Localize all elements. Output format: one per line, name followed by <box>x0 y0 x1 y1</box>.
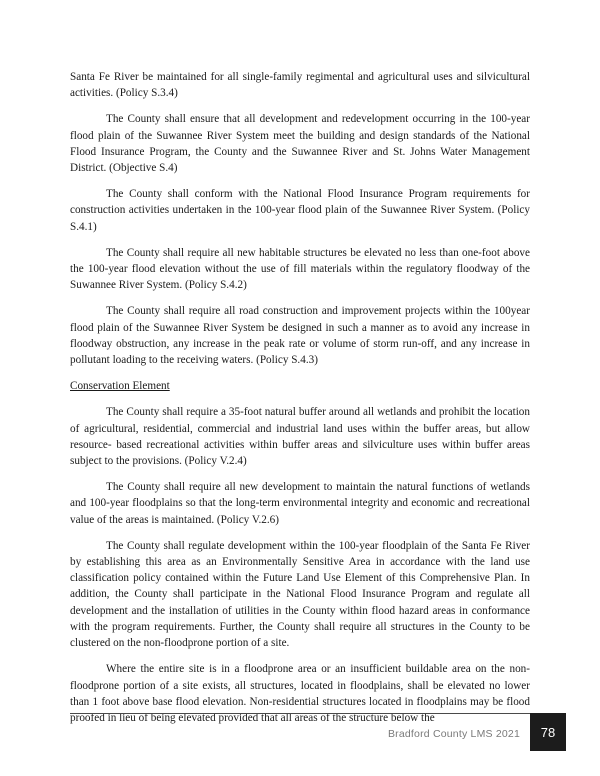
conservation-paragraph-1: The County shall require a 35-foot natural buffer around all wetlands and prohibit the location of agricultural, residential, commercial and industrial land uses within the buffer areas, but allow resource- based recreational activities within buffer areas and silviculture uses within buffer areas subject to the provisions. (Policy V.2.4) <box>70 406 530 468</box>
body-paragraph-2: The County shall ensure that all development and redevelopment occurring in the 100-year flood plain of the Suwannee River System meet the building and design standards of the National Flood Insurance Program, the County and the Suwannee River and St. Johns Water Management District. (Objective S.4) <box>70 113 530 175</box>
page-body <box>70 69 530 736</box>
footer-divider <box>70 713 530 714</box>
body-paragraph-3: The County shall conform with the National Flood Insurance Program requirements for construction activities undertaken in the 100-year flood plain of the Suwannee River System. (Policy S.4.1) <box>70 188 530 233</box>
page-number: 78 <box>540 724 556 740</box>
section-heading-conservation: Conservation Element <box>70 380 170 393</box>
conservation-paragraph-2: The County shall require all new development to maintain the natural functions of wetlands and 100-year floodplains so that the long-term environmental integrity and economic and recreational value of the areas is maintained. (Policy V.2.6) <box>70 481 530 526</box>
body-paragraph-4: The County shall require all new habitable structures be elevated no less than one-foot above the 100-year flood elevation without the use of fill materials within the regulatory floodway of the Suwannee River System. (Policy S.4.2) <box>70 246 530 292</box>
conservation-paragraph-3: The County shall regulate development within the 100-year floodplain of the Santa Fe River by establishing this area as an Environmentally Sensitive Area in accordance with the land use classification policy contained within the Future Land Use Element of this Comprehensive Plan. In addition, the County shall participate in the National Flood Insurance Program and regulate all development and the installation of utilities in the County within flood hazard areas in conformance with the program requirements. Further, the County shall require all structures in the County to be clustered on the non-floodprone portion of a site. <box>70 539 530 650</box>
footer-document-title: Bradford County LMS 2021 <box>387 728 520 740</box>
body-paragraph-1: Santa Fe River be maintained for all single-family regimental and agricultural uses and silvicultural activities. (Policy S.3.4) <box>70 71 530 100</box>
page-number-badge <box>530 713 566 751</box>
body-paragraph-5: The County shall require all road construction and improvement projects within the 100year flood plain of the Suwannee River System be designed in such a manner as to avoid any increase in floodway obstruction, any increase in the peak rate or volume of storm run-off, and any increase in pollutant loading to the receiving waters. (Policy S.4.3) <box>70 305 530 367</box>
conservation-paragraph-4: Where the entire site is in a floodprone area or an insufficient buildable area on the non-floodprone portion of a site exists, all structures, located in floodplains, shall be elevated no lower than 1 foot above base flood elevation. Non-residential structures located in floodplains may be flood proofed in lieu of being elevated provided that all areas of the structure below the <box>70 663 530 724</box>
